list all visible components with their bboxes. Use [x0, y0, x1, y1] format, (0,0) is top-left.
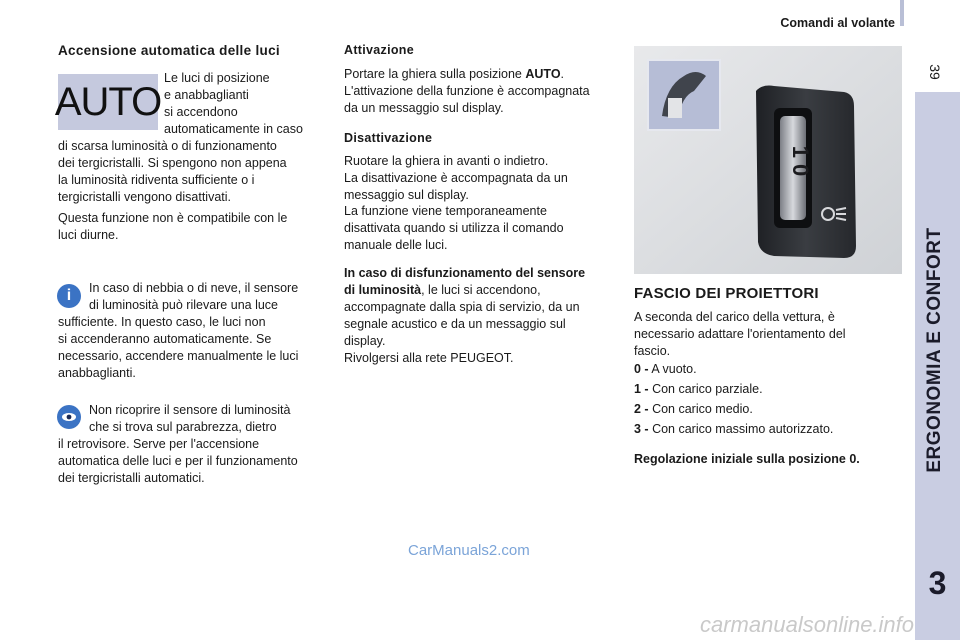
auto-keyword: AUTO: [525, 67, 561, 81]
text-line: automaticamente in caso: [164, 122, 303, 136]
text-line: necessario, accendere manualmente le luci: [58, 349, 299, 363]
text-line: display.: [344, 334, 386, 348]
text-line: necessario adattare l'orientamento del: [634, 327, 846, 341]
page-number: 39: [927, 64, 943, 80]
text-line: di luminosità può rilevare una luce: [89, 298, 278, 312]
text-line: che si trova sul parabrezza, dietro: [89, 420, 277, 434]
text-line: [344, 282, 585, 299]
item-text: Con carico medio.: [652, 402, 753, 416]
text-line: A seconda del carico della vettura, è: [634, 310, 835, 324]
eye-block: [58, 436, 298, 487]
header-divider: [900, 0, 904, 26]
text-line: dei tergicristalli. Si spengono non appena: [58, 156, 287, 170]
info-block: [58, 314, 298, 382]
list-item: [634, 421, 833, 438]
info-block-indented: [89, 280, 298, 314]
intro-block: [58, 138, 287, 206]
auto-badge-label: AUTO: [54, 79, 162, 124]
dealer-contact: Rivolgersi alla rete PEUGEOT.: [344, 351, 514, 365]
list-item: [634, 401, 833, 418]
section-heading-headlamp-beam: FASCIO DEI PROIETTORI: [634, 285, 819, 302]
text-line: fascio.: [634, 344, 671, 358]
text-line: Non ricoprire il sensore di luminosità: [89, 403, 291, 417]
list-item: [634, 381, 833, 398]
malfunction-block: [344, 265, 585, 350]
position-list: [634, 361, 833, 438]
header-title: Comandi al volante: [780, 16, 895, 30]
text-line: la luminosità ridiventa sufficiente o i: [58, 173, 255, 187]
text-line: L'attivazione della funzione è accompagnata: [344, 84, 590, 98]
text-span: .: [560, 67, 565, 81]
item-text: Con carico parziale.: [652, 382, 763, 396]
chapter-title: [900, 135, 960, 565]
item-number: 3 -: [634, 422, 649, 436]
watermark-link[interactable]: CarManuals2.com: [408, 542, 530, 559]
text-line: [344, 265, 585, 282]
watermark-text: carmanualsonline.info: [700, 612, 915, 637]
list-item: [634, 361, 833, 378]
text-line: luci diurne.: [58, 228, 119, 242]
item-number: 0 -: [634, 362, 649, 376]
deactivation-block: [344, 153, 568, 204]
item-text: A vuoto.: [651, 362, 697, 376]
text-line: tergicristalli vengono disattivati.: [58, 190, 231, 204]
text-line: Le luci di posizione: [164, 71, 270, 85]
text-line: da un messaggio sul display.: [344, 101, 504, 115]
text-line: Questa funzione non è compatibile con le: [58, 211, 288, 225]
item-text: Con carico massimo autorizzato.: [652, 422, 834, 436]
malfunction-bold: In caso di disfunzionamento del sensore: [344, 266, 586, 280]
text-line: La disattivazione è accompagnata da un: [344, 171, 568, 185]
chapter-number: 3: [928, 565, 947, 601]
compatibility-note: [58, 210, 287, 244]
dial-digits: 1 0: [788, 145, 813, 177]
headlamp-intro: [634, 309, 846, 360]
text-line: anabbaglianti.: [58, 366, 136, 380]
item-number: 1 -: [634, 382, 649, 396]
info-icon: i: [57, 284, 81, 308]
text-line: dei tergicristalli automatici.: [58, 471, 205, 485]
text-line: di scarsa luminosità o di funzionamento: [58, 139, 277, 153]
chapter-title-text: ERGONOMIA E CONFORT: [924, 227, 945, 473]
headlamp-adjuster-photo: [634, 46, 902, 274]
text-line: In caso di nebbia o di neve, il sensore: [89, 281, 299, 295]
text-span: Portare la ghiera sulla posizione: [344, 67, 526, 81]
text-line: automatica delle luci e per il funzionamento: [58, 454, 298, 468]
text-line: si accendono: [164, 105, 238, 119]
text-line: segnale acustico e da un messaggio sul: [344, 317, 566, 331]
text-line: e anabbaglianti: [164, 88, 249, 102]
heading-activation: Attivazione: [344, 43, 414, 57]
heading-deactivation: Disattivazione: [344, 131, 433, 145]
malfunction-bold: di luminosità: [344, 283, 422, 297]
auto-badge-icon: [54, 74, 162, 130]
intro-block-indented: [164, 70, 303, 138]
text-line: disattivata quando si utilizza il comando: [344, 221, 564, 235]
text-line: accompagnate dalla spia di servizio, da un: [344, 300, 580, 314]
default-setting-note: Regolazione iniziale sulla posizione 0.: [634, 452, 860, 466]
text-line: il retrovisore. Serve per l'accensione: [58, 437, 260, 451]
text-line: messaggio sul display.: [344, 188, 469, 202]
text-line: Ruotare la ghiera in avanti o indietro.: [344, 154, 549, 168]
item-number: 2 -: [634, 402, 649, 416]
text-line: sufficiente. In questo caso, le luci non: [58, 315, 266, 329]
text-line: [344, 66, 590, 83]
text-line: manuale delle luci.: [344, 238, 448, 252]
section-heading-auto-lights: Accensione automatica delle luci: [58, 43, 280, 58]
eye-icon: [57, 405, 81, 429]
temporary-deactivation-block: [344, 203, 564, 254]
text-line: La funzione viene temporaneamente: [344, 204, 547, 218]
text-line: si accenderanno automaticamente. Se: [58, 332, 272, 346]
activation-block: [344, 66, 590, 117]
text-span: , le luci si accendono,: [421, 283, 541, 297]
eye-block-indented: [89, 402, 290, 436]
